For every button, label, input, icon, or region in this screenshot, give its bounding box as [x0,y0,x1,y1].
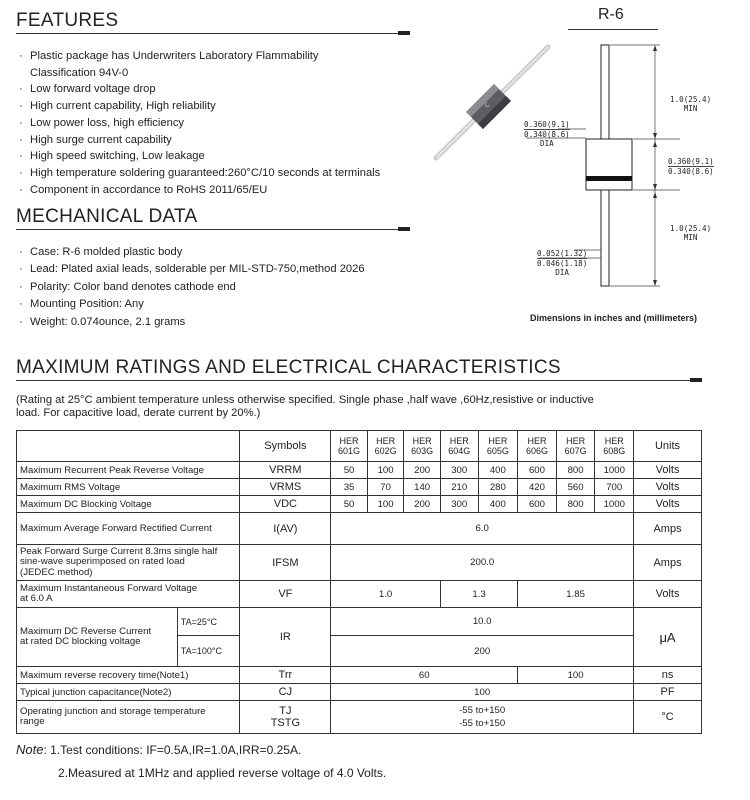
table-row: TA=100°C 200 [17,636,702,667]
table-row: Maximum RMS Voltage VRMS 35 70 140 210 280 420 560 700 Volts [17,479,702,496]
ratings-rule-tab [690,378,702,382]
svg-text:C: C [483,101,492,110]
list-item: · Mounting Position: Any [19,298,144,311]
list-item: · Lead: Plated axial leads, solderable per MIL-STD-750,method 2026 [19,263,365,276]
list-item: · High temperature soldering guaranteed:260°C/10 seconds at terminals [19,166,381,179]
units-header: Units [634,431,702,462]
list-item: · Weight: 0.074ounce, 2.1 grams [19,315,186,328]
list-item: · Polarity: Color band denotes cathode end [19,280,236,293]
dim-body-diameter: 0.360(9.1) 0.340(8.6) DIA [524,120,570,148]
dim-lead-diameter: 0.052(1.32) 0.046(1.18) DIA [537,249,588,277]
ratings-rule [16,380,702,381]
list-item: · Plastic package has Underwriters Laboratory Flammability [19,50,319,62]
dimensions-caption: Dimensions in inches and (millimeters) [530,313,698,323]
table-row: Maximum Recurrent Peak Reverse Voltage VRRM 50 100 200 300 400 600 800 1000 Volts [17,462,702,479]
dim-lead-top: 1.0(25.4) MIN [670,95,712,113]
ratings-title: MAXIMUM RATINGS AND ELECTRICAL CHARACTERISTICS [16,357,561,378]
ratings-table-body [16,430,702,734]
list-item: · Component in accordance to RoHS 2011/65/EU [19,183,268,196]
part-header: HER 605G [478,431,518,462]
dim-lead-bottom: 1.0(25.4) MIN [670,224,712,242]
part-header: HER 607G [556,431,595,462]
list-item: · High current capability, High reliability [19,100,216,113]
list-item: · Low power loss, high efficiency [19,116,185,129]
table-row: Operating junction and storage temperature range TJ TSTG -55 to+150 -55 to+150 °C [17,701,702,734]
note-2: 2.Measured at 1MHz and applied reverse voltage of 4.0 Volts. [58,766,387,780]
notes-label: Note [16,742,44,757]
list-item: · High speed switching, Low leakage [19,150,205,163]
part-header: HER 602G [367,431,404,462]
list-item: Classification 94V-0 [30,66,129,79]
table-row: Maximum reverse recovery time(Note1) Trr 60 100 ns [17,667,702,684]
table-row: Maximum DC Reverse Current at rated DC blocking voltage TA=25°C IR 10.0 μA [17,608,702,636]
part-header: HER 601G [331,431,368,462]
diode-outline-drawing [0,0,750,330]
package-name: R-6 [598,6,624,23]
mechanical-title: MECHANICAL DATA [16,206,198,227]
part-header: HER 604G [440,431,478,462]
table-header-row [17,431,702,462]
part-header: HER 608G [595,431,634,462]
part-header: HER 606G [518,431,557,462]
table-row: Maximum DC Blocking Voltage VDC 50 100 200 300 400 600 800 1000 Volts [17,496,702,513]
features-title: FEATURES [16,10,119,31]
list-item: · Case: R-6 molded plastic body [19,246,183,258]
table-row: Peak Forward Surge Current 8.3ms single half sine-wave superimposed on rated load (JEDEC method) IFSM 200.0 Amps [17,545,702,581]
dim-body-length: 0.360(9.1) 0.340(8.6) [668,157,714,176]
table-row: Typical junction capacitance(Note2) CJ 100 PF [17,684,702,701]
note-1: : 1.Test conditions: IF=0.5A,IR=1.0A,IRR=0.25A. [43,743,302,757]
table-row: Maximum Average Forward Rectified Current I(AV) 6.0 Amps [17,513,702,545]
part-header: HER 603G [404,431,441,462]
symbols-header: Symbols [240,431,331,462]
table-row: Maximum Instantaneous Forward Voltage at 6.0 A VF 1.0 1.3 1.85 Volts [17,581,702,608]
rating-conditions-note: (Rating at 25°C ambient temperature unless otherwise specified. Single phase ,half wave ,60Hz,resistive or inductive load. For capacitive load, derate current by 20%.) [16,394,594,419]
list-item: · High surge current capability [19,133,172,146]
list-item: · Low forward voltage drop [19,83,156,96]
